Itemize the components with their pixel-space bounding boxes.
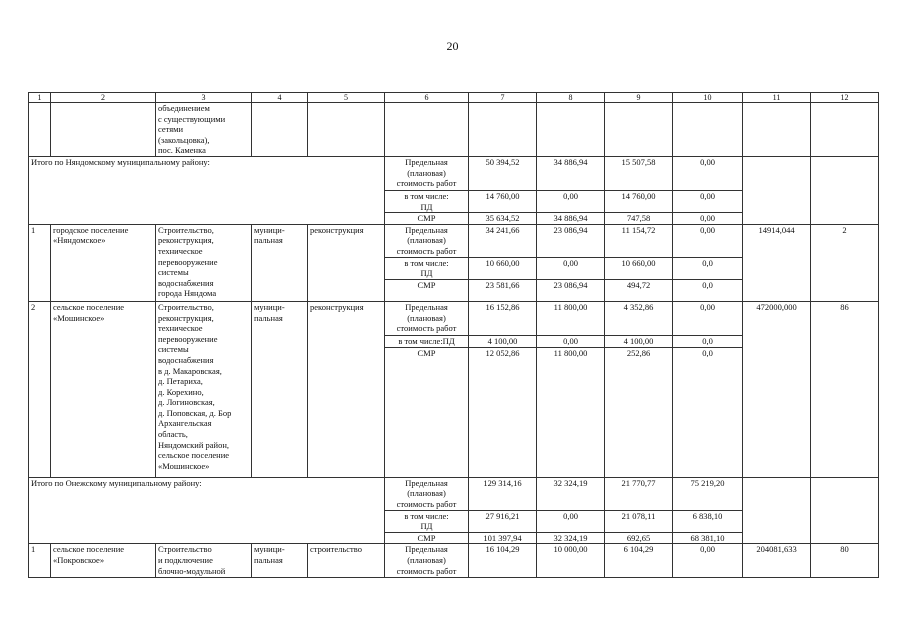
value-cell: 10 660,00	[605, 257, 673, 279]
cost-type: СМР	[385, 279, 469, 301]
value-cell: 80	[811, 544, 879, 578]
value-cell: 21 770,77	[605, 477, 673, 510]
value-cell: 14 760,00	[469, 190, 537, 212]
col-header: 1	[29, 93, 51, 103]
value-cell: 4 100,00	[469, 335, 537, 347]
value-cell: 252,86	[605, 347, 673, 477]
ownership: муници- пальная	[252, 224, 308, 301]
ownership: муници- пальная	[252, 544, 308, 578]
value-cell: 34 886,94	[537, 213, 605, 225]
value-cell: 50 394,52	[469, 156, 537, 190]
value-cell: 0,00	[537, 257, 605, 279]
value-cell: 0,00	[537, 335, 605, 347]
value-cell: 2	[811, 224, 879, 301]
value-cell: 14914,044	[743, 224, 811, 301]
value-cell: 35 634,52	[469, 213, 537, 225]
table-row	[29, 544, 879, 578]
object-description: Строительство и подключение блочно-модульной	[156, 544, 252, 578]
value-cell: 34 886,94	[537, 156, 605, 190]
table-row	[29, 224, 879, 257]
value-cell: 10 000,00	[537, 544, 605, 578]
summary-label: Итого по Няндомскому муниципальному району:	[29, 156, 385, 224]
row-number: 1	[29, 544, 51, 578]
table-row	[29, 301, 879, 335]
value-cell: 32 324,19	[537, 532, 605, 544]
value-cell: 11 154,72	[605, 224, 673, 257]
value-cell: 204081,633	[743, 544, 811, 578]
value-cell: 0,00	[673, 213, 743, 225]
value-cell: 16 152,86	[469, 301, 537, 335]
value-cell: 15 507,58	[605, 156, 673, 190]
value-cell: 10 660,00	[469, 257, 537, 279]
col-header: 10	[673, 93, 743, 103]
cost-type: в том числе: ПД	[385, 510, 469, 532]
cost-type: Предельная (плановая) стоимость работ	[385, 477, 469, 510]
value-cell: 0,00	[673, 301, 743, 335]
work-type: строительство	[308, 544, 385, 578]
value-cell: 0,0	[673, 335, 743, 347]
col-header: 4	[252, 93, 308, 103]
object-description: Строительство, реконструкция, техническое перевооружение системы водоснабжения города Няндома	[156, 224, 252, 301]
object-description: Строительство, реконструкция, техническое перевооружение системы водоснабжения в д. Макаровская, д. Петариха, д. Корехино, д. Логиновская, д. Поповская, д. Бор Архангельская область, Няндомский район, сельское поселение «Мошинское»	[156, 301, 252, 477]
value-cell: 0,00	[673, 190, 743, 212]
summary-label: Итого по Онежскому муниципальному району:	[29, 477, 385, 544]
value-cell: 6 838,10	[673, 510, 743, 532]
object-description: объединением с существующими сетями (закольцовка), пос. Каменка	[156, 103, 252, 157]
value-cell: 0,0	[673, 347, 743, 477]
col-header: 8	[537, 93, 605, 103]
cost-type: Предельная (плановая) стоимость работ	[385, 224, 469, 257]
value-cell: 14 760,00	[605, 190, 673, 212]
col-header: 9	[605, 93, 673, 103]
cost-type: Предельная (плановая) стоимость работ	[385, 544, 469, 578]
value-cell: 11 800,00	[537, 347, 605, 477]
row-number: 1	[29, 224, 51, 301]
col-header: 12	[811, 93, 879, 103]
col-header: 3	[156, 93, 252, 103]
value-cell: 32 324,19	[537, 477, 605, 510]
work-type: реконструкция	[308, 224, 385, 301]
cost-type: Предельная (плановая) стоимость работ	[385, 301, 469, 335]
value-cell: 0,0	[673, 279, 743, 301]
cost-type: СМР	[385, 532, 469, 544]
col-header: 5	[308, 93, 385, 103]
col-header: 6	[385, 93, 469, 103]
value-cell: 86	[811, 301, 879, 477]
col-header: 7	[469, 93, 537, 103]
value-cell: 23 581,66	[469, 279, 537, 301]
col-header: 11	[743, 93, 811, 103]
value-cell: 0,0	[673, 257, 743, 279]
value-cell: 4 100,00	[605, 335, 673, 347]
settlement-name: сельское поселение «Мошинское»	[51, 301, 156, 477]
value-cell: 11 800,00	[537, 301, 605, 335]
value-cell: 4 352,86	[605, 301, 673, 335]
value-cell: 129 314,16	[469, 477, 537, 510]
value-cell: 494,72	[605, 279, 673, 301]
value-cell: 21 078,11	[605, 510, 673, 532]
table-row	[29, 477, 879, 510]
value-cell: 75 219,20	[673, 477, 743, 510]
value-cell: 0,00	[537, 510, 605, 532]
value-cell: 101 397,94	[469, 532, 537, 544]
cost-type: в том числе:ПД	[385, 335, 469, 347]
investment-program-table	[28, 92, 879, 578]
value-cell: 747,58	[605, 213, 673, 225]
cost-type: в том числе: ПД	[385, 257, 469, 279]
cost-type: Предельная (плановая) стоимость работ	[385, 156, 469, 190]
value-cell: 23 086,94	[537, 224, 605, 257]
value-cell: 0,00	[673, 544, 743, 578]
column-number-row	[29, 93, 879, 103]
value-cell: 12 052,86	[469, 347, 537, 477]
cost-type: СМР	[385, 347, 469, 477]
value-cell: 23 086,94	[537, 279, 605, 301]
col-header: 2	[51, 93, 156, 103]
table-row	[29, 156, 879, 190]
value-cell: 0,00	[673, 156, 743, 190]
table-row	[29, 103, 879, 157]
value-cell: 6 104,29	[605, 544, 673, 578]
settlement-name: городское поселение «Няндомское»	[51, 224, 156, 301]
value-cell: 472000,000	[743, 301, 811, 477]
value-cell: 68 381,10	[673, 532, 743, 544]
cost-type: в том числе: ПД	[385, 190, 469, 212]
value-cell: 692,65	[605, 532, 673, 544]
work-type: реконструкция	[308, 301, 385, 477]
settlement-name: сельское поселение «Покровское»	[51, 544, 156, 578]
value-cell: 16 104,29	[469, 544, 537, 578]
value-cell: 27 916,21	[469, 510, 537, 532]
ownership: муници- пальная	[252, 301, 308, 477]
value-cell: 0,00	[673, 224, 743, 257]
row-number: 2	[29, 301, 51, 477]
cost-type: СМР	[385, 213, 469, 225]
value-cell: 0,00	[537, 190, 605, 212]
value-cell: 34 241,66	[469, 224, 537, 257]
page-number: 20	[446, 39, 459, 53]
